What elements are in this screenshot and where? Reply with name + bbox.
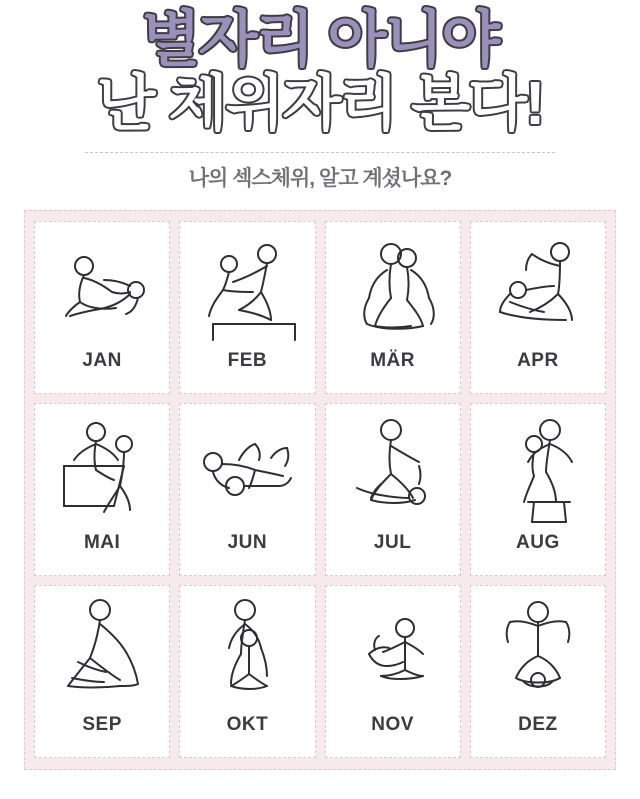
couple-pose-nov-icon xyxy=(329,592,457,712)
month-label: DEZ xyxy=(518,714,558,736)
month-label: JUL xyxy=(373,532,412,554)
couple-pose-jul-icon xyxy=(329,410,457,530)
month-cell-jan[interactable] xyxy=(34,221,170,394)
month-cell-jul[interactable] xyxy=(325,403,461,576)
subtitle: 나의 섹스체위, 알고 계셨나요? xyxy=(188,167,452,191)
month-label: SEP xyxy=(82,714,122,736)
month-cell-mar[interactable] xyxy=(325,221,461,394)
couple-pose-mar-icon xyxy=(329,228,457,348)
month-cell-dez[interactable] xyxy=(470,585,606,758)
month-label: MAI xyxy=(83,532,121,554)
month-cell-mai[interactable] xyxy=(34,403,170,576)
month-label: MÄR xyxy=(370,350,416,372)
divider xyxy=(85,152,555,153)
month-label: APR xyxy=(517,350,559,372)
month-label: AUG xyxy=(516,532,560,554)
month-label: JUN xyxy=(227,532,268,554)
month-cell-apr[interactable] xyxy=(470,221,606,394)
month-grid-frame xyxy=(24,210,616,770)
poster-header xyxy=(0,0,640,192)
couple-pose-apr-icon xyxy=(474,228,602,348)
couple-pose-sep-icon xyxy=(38,592,166,712)
month-label: NOV xyxy=(371,714,414,736)
divider-line xyxy=(85,152,555,153)
couple-pose-aug-icon xyxy=(474,410,602,530)
month-grid xyxy=(34,221,606,758)
couple-pose-jun-icon xyxy=(183,410,311,530)
month-cell-sep[interactable] xyxy=(34,585,170,758)
couple-pose-mai-icon xyxy=(38,410,166,530)
couple-pose-dez-icon xyxy=(474,592,602,712)
couple-pose-jan-icon xyxy=(38,228,166,348)
month-cell-nov[interactable] xyxy=(325,585,461,758)
month-label: JAN xyxy=(82,350,122,372)
headline-line-2: 난 체위자리 본다! xyxy=(96,69,544,138)
couple-pose-okt-icon xyxy=(183,592,311,712)
month-cell-aug[interactable] xyxy=(470,403,606,576)
month-cell-feb[interactable] xyxy=(179,221,315,394)
headline-line-1: 별자리 아니야 xyxy=(141,5,499,73)
month-cell-okt[interactable] xyxy=(179,585,315,758)
month-label: OKT xyxy=(226,714,269,736)
couple-pose-feb-icon xyxy=(183,228,311,348)
month-label: FEB xyxy=(227,350,268,372)
month-cell-jun[interactable] xyxy=(179,403,315,576)
